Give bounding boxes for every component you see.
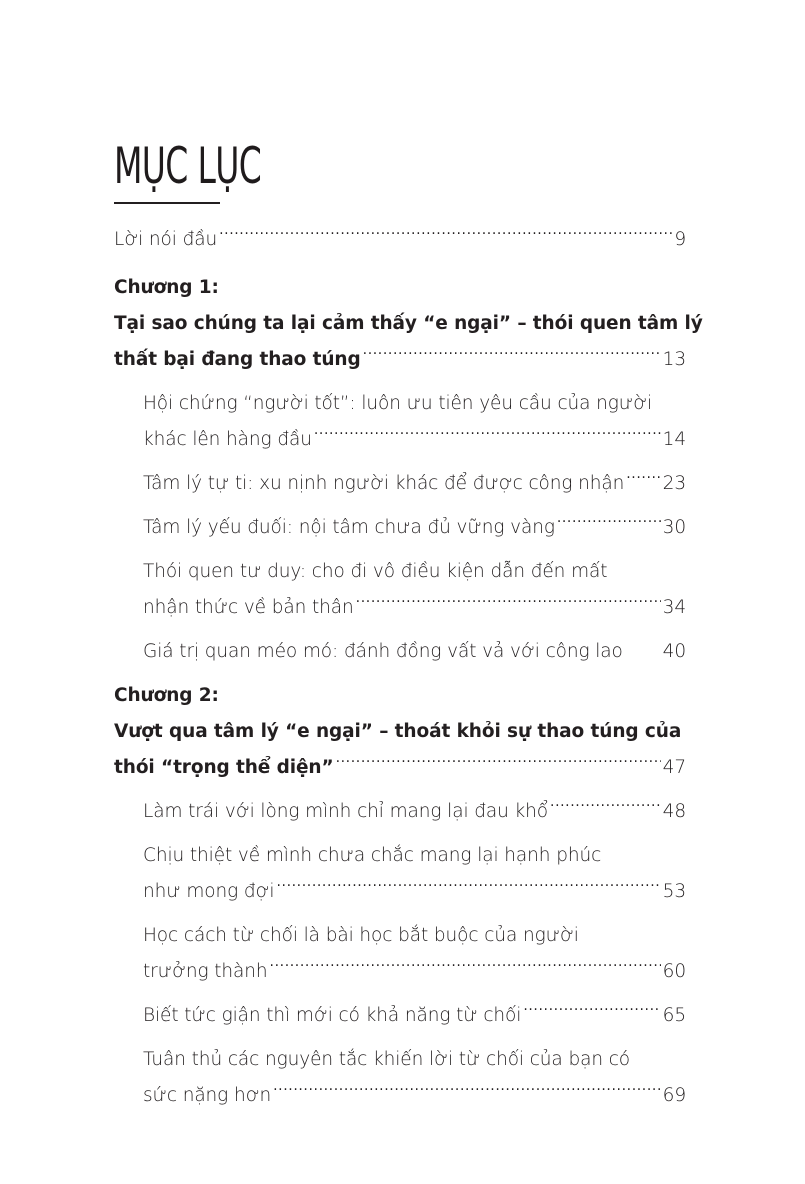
page-number: 53 [662, 881, 686, 902]
page-title: MỤC LỤC [114, 137, 262, 195]
title-underline [114, 202, 220, 204]
section-title-line: trưởng thành [143, 961, 268, 982]
toc-section[interactable] [143, 510, 686, 546]
chapter-title-line: thói “trọng thể diện” [114, 757, 334, 778]
toc-chapter-1[interactable] [114, 270, 703, 378]
page-number: 69 [662, 1085, 686, 1106]
section-title-line: Chịu thiệt về mình chưa chắc mang lại hạnh phúc [143, 845, 602, 866]
section-title-line: Tâm lý tự ti: xu nịnh người khác để được công nhận [143, 473, 625, 494]
section-title-line: nhận thức về bản thân [143, 597, 354, 618]
page-number: 23 [662, 473, 686, 494]
chapter-label: Chương 1: [114, 277, 219, 298]
toc-section[interactable] [143, 1042, 686, 1114]
section-title-line: Biết tức giận thì mới có khả năng từ chối [143, 1005, 522, 1026]
toc-section[interactable] [143, 386, 686, 458]
toc-entry-preface[interactable] [114, 222, 686, 258]
dot-leader [273, 1083, 661, 1102]
page-number: 9 [674, 229, 686, 250]
section-title-line: Học cách từ chối là bài học bắt buộc của người [143, 925, 579, 946]
dot-leader [219, 227, 672, 246]
section-title-line: Tâm lý yếu đuối: nội tâm chưa đủ vững vàng [143, 517, 555, 538]
chapter-title-line: thất bại đang thao túng [114, 349, 361, 370]
entry-title: Lời nói đầu [114, 229, 218, 250]
chapter-label: Chương 2: [114, 685, 219, 706]
dot-leader [336, 755, 661, 774]
section-title-line: Làm trái với lòng mình chỉ mang lại đau khổ [143, 801, 549, 822]
dot-leader [363, 347, 661, 366]
toc-section[interactable] [143, 466, 686, 502]
toc-section[interactable] [143, 634, 686, 670]
table-of-contents [114, 222, 703, 1114]
section-title-line: như mong đợi [143, 881, 275, 902]
chapter-title-line: Vượt qua tâm lý “e ngại” – thoát khỏi sự thao túng của [114, 721, 682, 742]
section-title-line: Tuân thủ các nguyên tắc khiến lời từ chối của bạn có [143, 1049, 631, 1070]
section-title-line: khác lên hàng đầu [143, 429, 312, 450]
section-title-line: Giá trị quan méo mó: đánh đồng vất vả với công lao [143, 641, 623, 662]
chapter-title-line: Tại sao chúng ta lại cảm thấy “e ngại” – thói quen tâm lý [114, 313, 703, 334]
section-title-line: Hội chứng “người tốt”: luôn ưu tiên yêu cầu của người [143, 393, 653, 414]
page-number: 40 [662, 641, 686, 662]
toc-section[interactable] [143, 794, 686, 830]
dot-leader [557, 515, 661, 534]
page-number: 47 [662, 757, 686, 778]
dot-leader [314, 427, 661, 446]
dot-leader [550, 799, 661, 818]
toc-chapter-2[interactable] [114, 678, 686, 786]
dot-leader [276, 879, 660, 898]
dot-leader [270, 959, 661, 978]
section-title-line: Thói quen tư duy: cho đi vô điều kiện dẫn đến mất [143, 561, 608, 582]
page-number: 14 [662, 429, 686, 450]
page-number: 65 [662, 1005, 686, 1026]
page-number: 34 [662, 597, 686, 618]
dot-leader [356, 595, 661, 614]
page-number: 48 [662, 801, 686, 822]
page-number: 30 [662, 517, 686, 538]
page-number: 13 [662, 349, 686, 370]
toc-section[interactable] [143, 918, 686, 990]
toc-section[interactable] [143, 838, 686, 910]
page-number: 60 [662, 961, 686, 982]
dot-leader [626, 471, 660, 490]
section-title-line: sức nặng hơn [143, 1085, 272, 1106]
toc-section[interactable] [143, 554, 686, 626]
toc-section[interactable] [143, 998, 686, 1034]
dot-leader [523, 1003, 660, 1022]
